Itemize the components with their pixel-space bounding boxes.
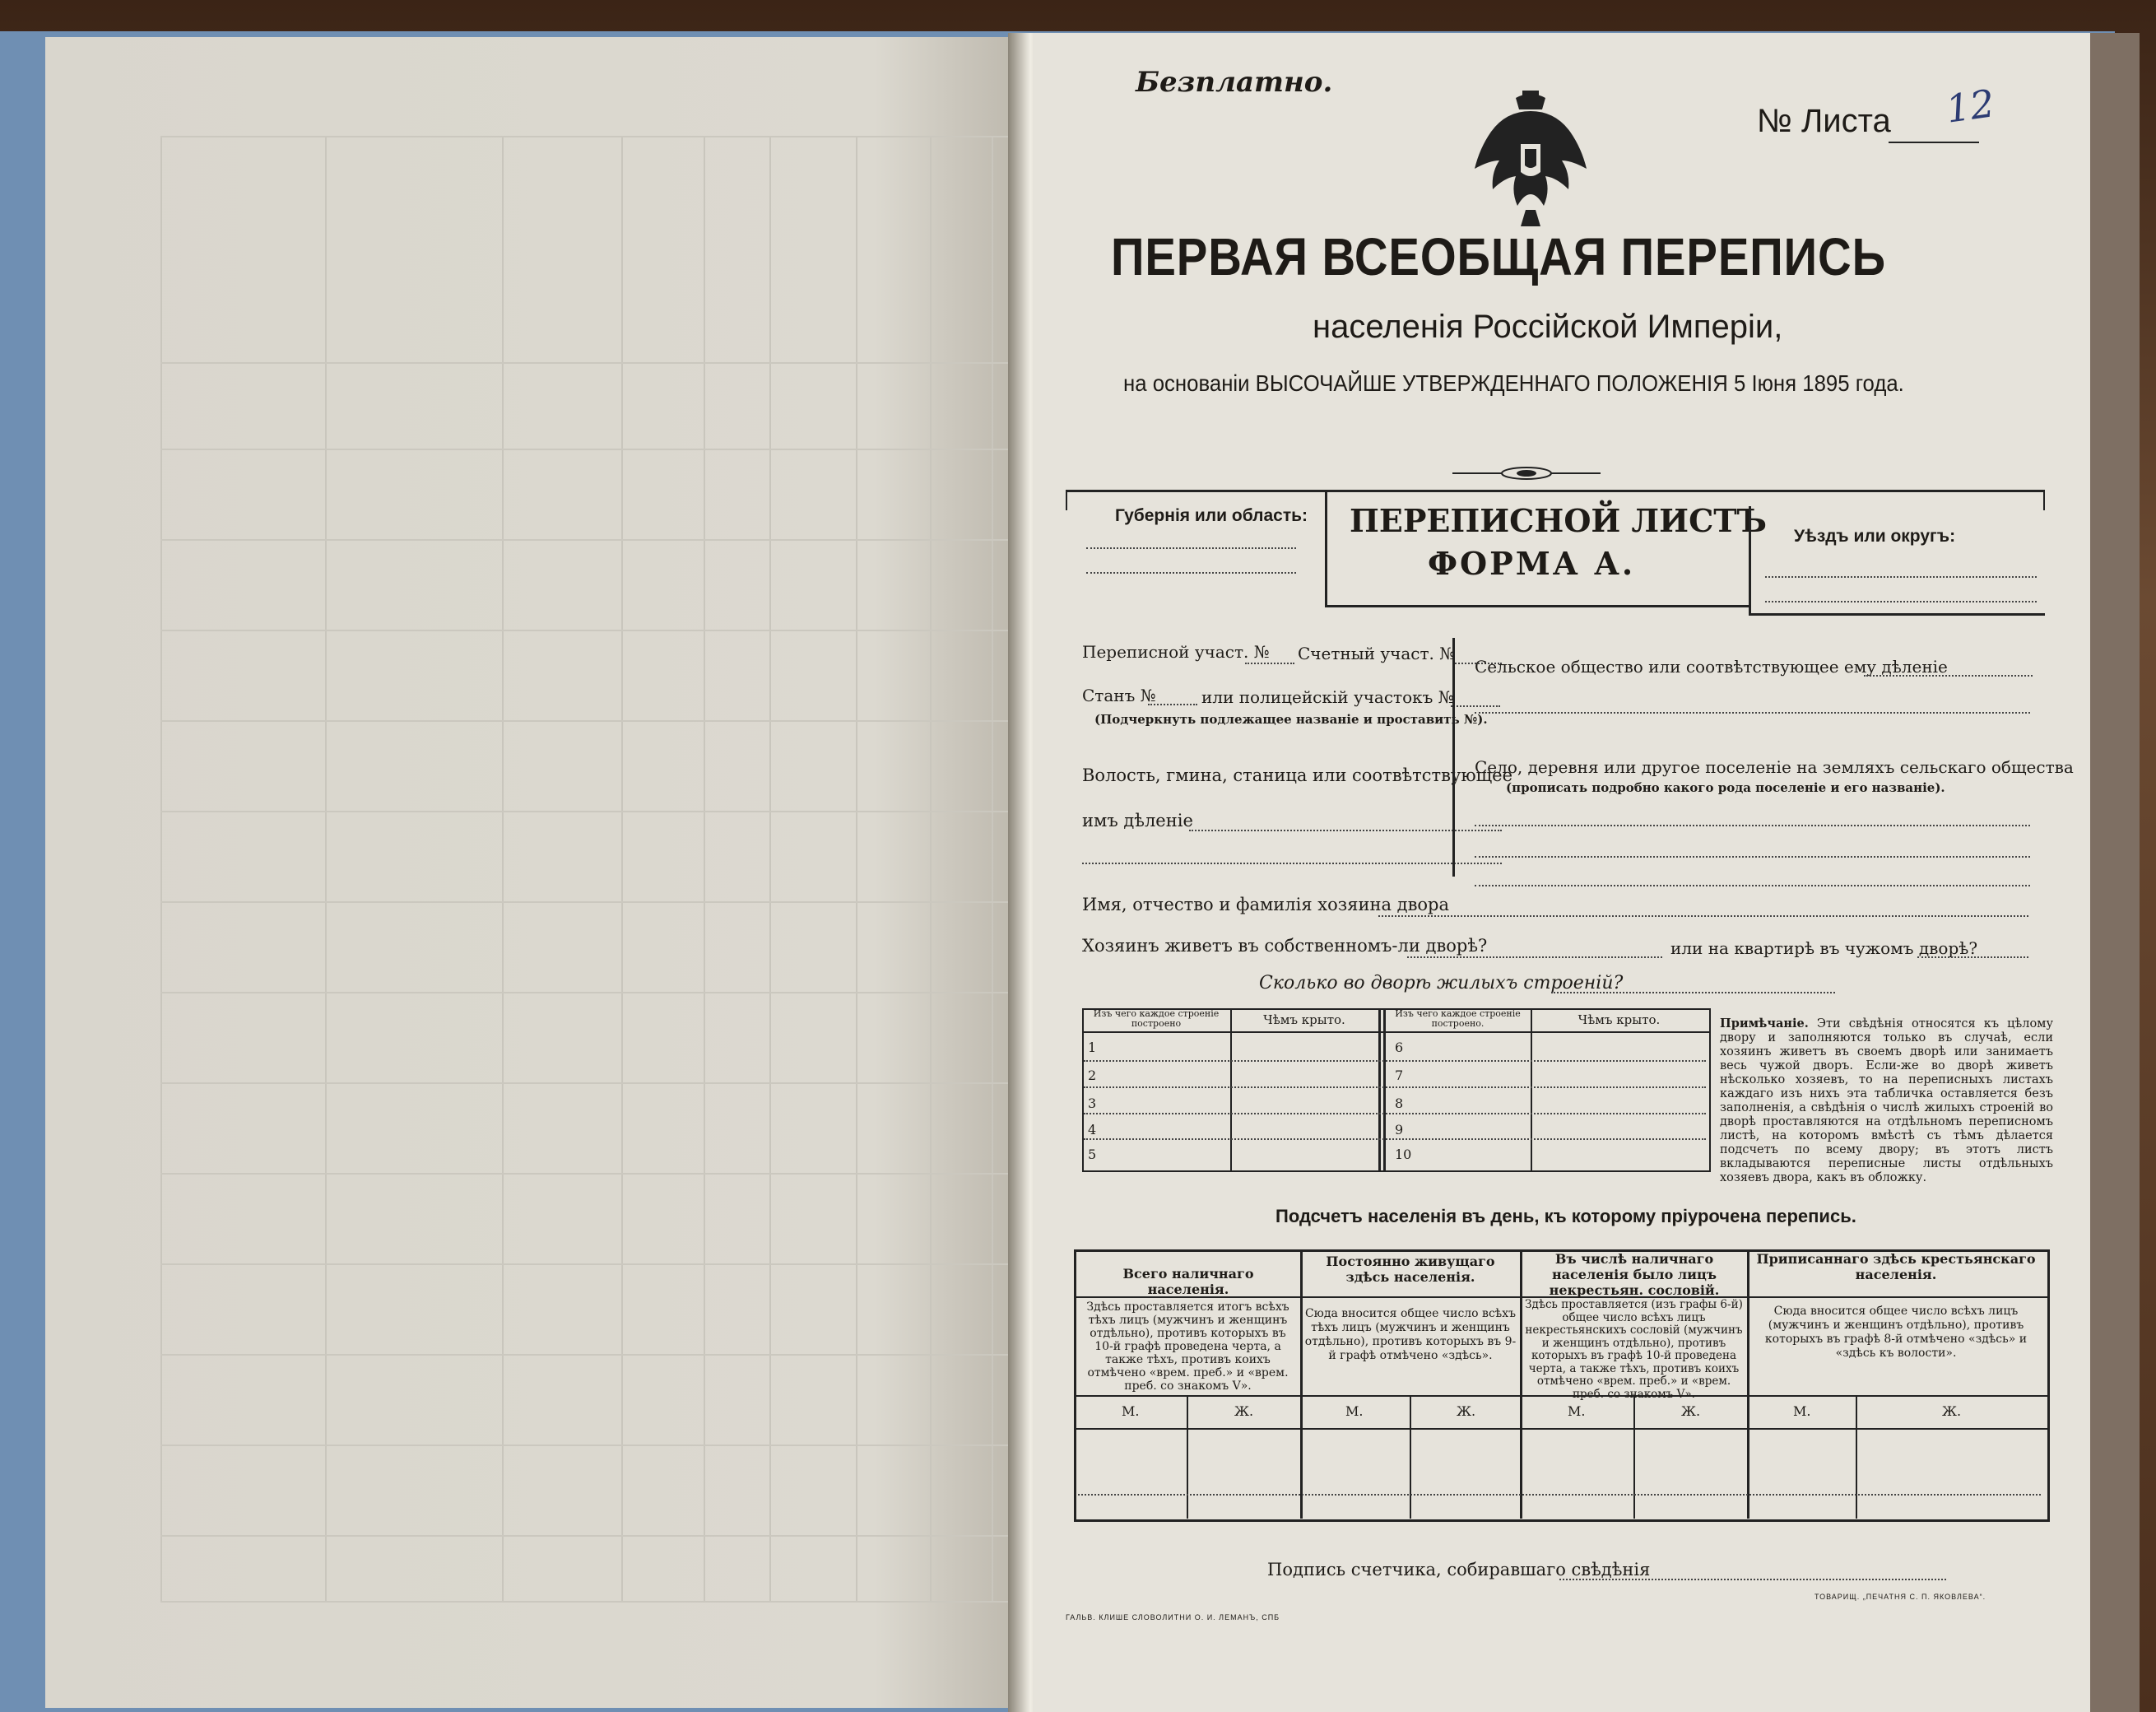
- police-district-label: или полицейскій участокъ №: [1201, 687, 1454, 707]
- owner-name-label: Имя, отчество и фамилія хозяина двора: [1082, 895, 1450, 914]
- rule: [1066, 490, 1067, 510]
- buildings-note-text: Эти свѣдѣнія относятся къ цѣлому двору и заполняются только въ случаѣ, если хозяинъ живетъ въ своемъ дворѣ или занимаетъ весь чужой дворъ. Если-же во дворѣ живетъ нѣсколько хозяевъ, то на переписныхъ листахъ каждаго изъ нихъ эта табличка оставляется безъ заполненія, а свѣдѣнія о числѣ жилыхъ строеній во дворѣ проставляются на отдѣльномъ переписномъ листѣ, на которомъ вмѣстѣ съ тѣмъ дѣлается подсчетъ по всему двору; въ этотъ листъ вкладываются переписные листы отдѣльныхъ хозяевъ двора, какъ въ обложку.: [1720, 1017, 2053, 1184]
- buildings-row-number: 7: [1395, 1068, 1404, 1083]
- census-district-label: Переписной участ. №: [1082, 642, 1270, 662]
- pop-col2-heading: Постоянно живущаго здѣсь населенія.: [1326, 1254, 1495, 1285]
- pop-col1-body: Здѣсь проставляется итогъ всѣхъ тѣхъ лицъ (мужчинъ и женщинъ отдѣльно), противъ которыхъ въ 10-й графѣ проведена черта, а также тѣхъ, противъ коихъ отмѣчено «врем. преб.» и «врем. преб. со знакомъ V».: [1086, 1300, 1289, 1393]
- form-title: ПЕРЕПИСНОЙ ЛИСТЪ: [1350, 502, 1767, 539]
- female-column-label: Ж.: [1457, 1403, 1476, 1419]
- rule: [1230, 1010, 1232, 1170]
- main-title: ПЕРВАЯ ВСЕОБЩАЯ ПЕРЕПИСЬ: [1111, 227, 1886, 286]
- buildings-row-number: 5: [1088, 1147, 1097, 1162]
- population-title: Подсчетъ населенія въ день, къ которому пріурочена перепись.: [1275, 1206, 1856, 1226]
- rule: [1531, 1010, 1532, 1170]
- rule: [1410, 1395, 1411, 1519]
- buildings-row-number: 10: [1395, 1147, 1412, 1162]
- owner-name-field[interactable]: [1378, 915, 2028, 917]
- legal-basis: на основаніи ВЫСОЧАЙШЕ УТВЕРЖДЕННАГО ПОЛОЖЕНІЯ 5 Іюня 1895 года.: [1123, 370, 1904, 396]
- ghost-line: [160, 630, 1016, 631]
- volost-label: Волость, гмина, станица или соотвѣтствующее: [1082, 765, 1513, 785]
- ghost-line: [160, 1444, 1016, 1446]
- population-value-line[interactable]: [1078, 1494, 2041, 1496]
- ghost-line: [325, 136, 327, 1601]
- pop-col3-body: Здѣсь проставляется (изъ графы 6-й) общее число всѣхъ лицъ некрестьянскихъ сословій (мужчинъ и женщинъ отдѣльно), противъ которыхъ въ графѣ 10-й проведена черта, а также тѣхъ, противъ коихъ отмѣчено «врем. преб.» и «врем. преб. со знакомъ V».: [1525, 1298, 1743, 1401]
- counting-district-label: Счетный участ. №: [1298, 644, 1456, 663]
- ghost-line: [160, 449, 1016, 450]
- sheet-number-value: 12: [1943, 81, 1998, 132]
- stan-field[interactable]: [1148, 704, 1197, 705]
- buildings-row-line: [1084, 1138, 1706, 1140]
- ghost-line: [160, 136, 1016, 137]
- ghost-line: [160, 811, 1016, 812]
- ghost-line: [502, 136, 504, 1601]
- district-label: Уѣздъ или округъ:: [1794, 527, 1956, 546]
- subtitle: населенія Россійской Имперіи,: [1313, 309, 1783, 345]
- district-field-2[interactable]: [1765, 601, 2037, 602]
- rule: [1749, 613, 2045, 616]
- ghost-line: [160, 720, 1016, 722]
- ghost-line: [930, 136, 932, 1601]
- ghost-line: [160, 1535, 1016, 1537]
- ghost-line: [704, 136, 705, 1601]
- rule: [1082, 1031, 1709, 1033]
- pop-col4-heading: Приписаннаго здѣсь крестьянскаго населенія.: [1756, 1251, 2036, 1282]
- buildings-row-line: [1084, 1060, 1706, 1062]
- female-column-label: Ж.: [1681, 1403, 1701, 1419]
- stan-label: Станъ №: [1082, 686, 1156, 705]
- rural-society-label: Сельское общество или соотвѣтствующее ему дѣленіе: [1475, 657, 1948, 677]
- buildings-note: [1720, 1016, 2053, 1185]
- buildings-count-field[interactable]: [1551, 992, 1835, 993]
- pop-col4-body: Сюда вносится общее число всѣхъ лицъ (мужчинъ и женщинъ отдѣльно), противъ которыхъ въ графѣ 8-й отмѣчено «здѣсь» и «здѣсь къ волости».: [1764, 1305, 2028, 1360]
- ornament-divider: [1452, 465, 1601, 482]
- rule: [1383, 1010, 1386, 1170]
- signature-label: Подпись счетчика, собиравшаго свѣдѣнія: [1267, 1560, 1651, 1579]
- pop-col3-heading: Въ числѣ наличнаго населенія было лицъ некрестьян. сословій.: [1549, 1251, 1720, 1298]
- ghost-line: [160, 992, 1016, 993]
- buildings-row-number: 8: [1395, 1096, 1404, 1111]
- volost-field-2[interactable]: [1082, 863, 1502, 864]
- ghost-line: [160, 136, 162, 1601]
- buildings-row-number: 9: [1395, 1122, 1404, 1137]
- buildings-row-number: 4: [1088, 1122, 1097, 1137]
- female-column-label: Ж.: [1942, 1403, 1962, 1419]
- census-form-page: [1033, 33, 2090, 1712]
- rule: [1325, 605, 1749, 607]
- sheet-number-line: [1889, 142, 1979, 143]
- footer-left: ГАЛЬВ. КЛИШЕ СЛОВОЛИТНИ О. И. ЛЕМАНЪ, СПБ: [1066, 1613, 1280, 1621]
- ghost-line: [769, 136, 771, 1601]
- rule: [1856, 1395, 1857, 1519]
- buildings-row-line: [1084, 1086, 1706, 1088]
- ghost-line: [160, 901, 1016, 903]
- buildings-col-roof-2: Чѣмъ крыто.: [1578, 1012, 1661, 1027]
- buildings-row-number: 6: [1395, 1040, 1404, 1055]
- rural-society-field-2[interactable]: [1475, 712, 2030, 714]
- rule: [1452, 638, 1455, 877]
- ghost-line: [160, 1263, 1016, 1265]
- owner-lives-label: Хозяинъ живетъ въ собственномъ-ли дворѣ?: [1082, 936, 1488, 956]
- signature-field[interactable]: [1559, 1579, 1946, 1580]
- ghost-line: [992, 136, 993, 1601]
- left-page: [45, 37, 1020, 1708]
- rule: [1520, 1251, 1522, 1519]
- village-field[interactable]: [1475, 825, 2030, 826]
- male-column-label: М.: [1122, 1403, 1140, 1419]
- male-column-label: М.: [1345, 1403, 1364, 1419]
- buildings-col-roof: Чѣмъ крыто.: [1263, 1012, 1345, 1027]
- rule: [2043, 490, 2045, 510]
- rule: [1074, 1428, 2047, 1430]
- rule: [1749, 506, 1751, 613]
- buildings-row-line: [1084, 1113, 1706, 1114]
- province-field[interactable]: [1086, 547, 1296, 549]
- rule: [1300, 1251, 1303, 1519]
- rule: [1378, 1010, 1381, 1170]
- volost-cont-label: имъ дѣленіе: [1082, 811, 1193, 830]
- owner-own-yard-field[interactable]: [1407, 956, 1662, 958]
- district-field[interactable]: [1765, 576, 2037, 578]
- female-column-label: Ж.: [1234, 1403, 1254, 1419]
- ghost-line: [856, 136, 857, 1601]
- rule: [1747, 1251, 1749, 1519]
- male-column-label: М.: [1793, 1403, 1811, 1419]
- underline-note: (Подчеркнуть подлежащее названіе и проставить №).: [1094, 712, 1488, 727]
- buildings-question: Сколько во дворѣ жилыхъ строеній?: [1259, 973, 1624, 993]
- footer-right: ТОВАРИЩ. „ПЕЧАТНЯ С. П. ЯКОВЛЕВА“.: [1814, 1593, 1986, 1601]
- ghost-line: [160, 362, 1016, 364]
- buildings-row-number: 2: [1088, 1068, 1097, 1083]
- rule: [1633, 1395, 1635, 1519]
- free-label: Безплатно.: [1136, 66, 1333, 99]
- buildings-row-number: 3: [1088, 1096, 1097, 1111]
- male-column-label: М.: [1568, 1403, 1586, 1419]
- census-district-field[interactable]: [1245, 663, 1294, 664]
- village-label: Село, деревня или другое поселеніе на земляхъ сельскаго общества: [1475, 757, 2074, 777]
- pop-col2-body: Сюда вносится общее число всѣхъ тѣхъ лицъ (мужчинъ и женщинъ отдѣльно), противъ которыхъ въ 9-й графѣ отмѣчено «здѣсь».: [1304, 1307, 1517, 1362]
- form-letter: ФОРМА А.: [1428, 545, 1636, 582]
- buildings-col-material: Изъ чего каждое строеніе построено: [1093, 1008, 1220, 1029]
- ghost-line: [160, 1601, 1016, 1603]
- owner-other-yard-field[interactable]: [1917, 956, 2028, 958]
- buildings-col-material-2: Изъ чего каждое строеніе построено.: [1395, 1008, 1521, 1029]
- sheet-number-label: № Листа: [1757, 103, 1891, 139]
- volost-field[interactable]: [1189, 830, 1502, 831]
- province-label: Губернія или область:: [1115, 506, 1308, 525]
- owner-or-label: или на квартирѣ въ чужомъ дворѣ?: [1670, 938, 1978, 958]
- rule: [1325, 490, 1327, 605]
- ghost-line: [160, 1082, 1016, 1084]
- village-note: (прописать подробно какого рода поселеніе и его названіе).: [1506, 780, 1945, 795]
- province-field-2[interactable]: [1086, 572, 1296, 574]
- pop-col1-heading: Всего наличнаго населенія.: [1122, 1266, 1254, 1297]
- buildings-note-title: Примѣчаніе.: [1720, 1016, 1809, 1030]
- buildings-row-number: 1: [1088, 1040, 1097, 1055]
- ghost-line: [160, 539, 1016, 541]
- village-field-2[interactable]: [1475, 856, 2030, 858]
- imperial-eagle-emblem: [1473, 86, 1588, 230]
- rule: [1187, 1395, 1188, 1519]
- ghost-line: [160, 1354, 1016, 1356]
- ghost-line: [160, 1173, 1016, 1175]
- village-field-3[interactable]: [1475, 885, 2030, 886]
- rural-society-field[interactable]: [1864, 675, 2033, 677]
- police-district-field[interactable]: [1451, 705, 1500, 707]
- ghost-line: [621, 136, 623, 1601]
- rule: [1066, 490, 2045, 492]
